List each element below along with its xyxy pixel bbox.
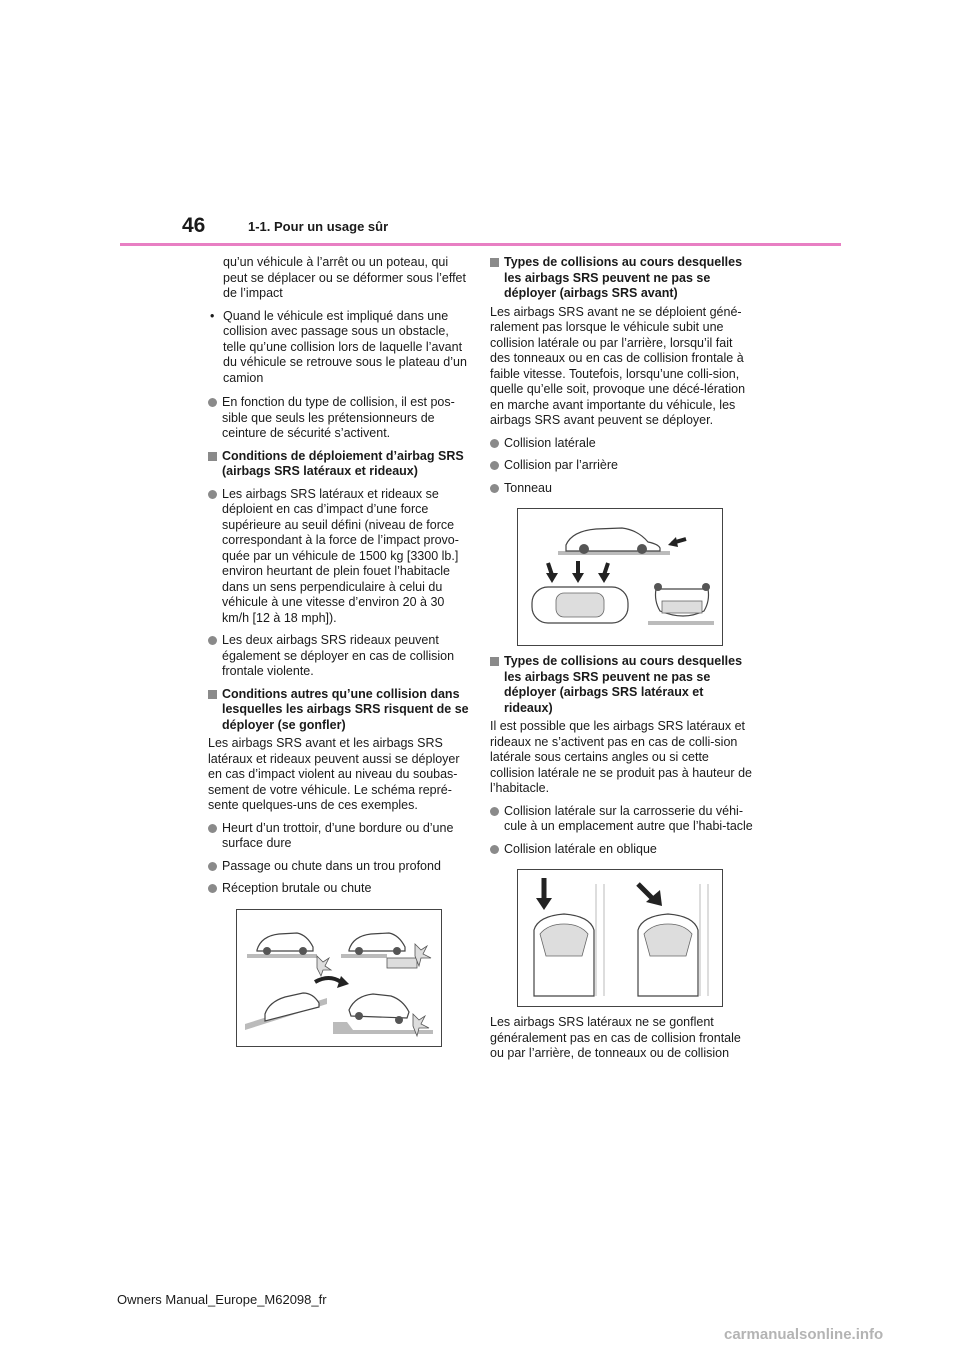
- dash-item-text: Quand le véhicule est impliqué dans une collision avec passage sous un obstacle, telle qu’une collision lors de laquelle l’avant du véhicule se retrouve sous le plateau d’un camion: [223, 308, 467, 385]
- bullet-dot-icon: [208, 398, 217, 407]
- bullet-dot-icon: [490, 484, 499, 493]
- footer-doc-id: Owners Manual_Europe_M62098_fr: [117, 1292, 327, 1307]
- paragraph: Les airbags SRS avant et les airbags SRS latéraux et rideaux peuvent aussi se déployer en cas d’impact violent au niveau du soubas-sement de votre véhicule. Le schéma repré-sente quelques-uns de ces exemples.: [208, 736, 460, 812]
- square-bullet-icon: [208, 690, 217, 699]
- front-airbag-non-deploy-illustration: [517, 508, 723, 646]
- section-heading: [208, 687, 470, 734]
- section-heading: [490, 255, 754, 302]
- underbody-impact-illustration: [236, 909, 442, 1047]
- heading-text: Types de collisions au cours desquelles les airbags SRS peuvent ne pas se déployer (airbags SRS avant): [504, 255, 743, 300]
- bullet-text: En fonction du type de collision, il est pos-sible que seuls les prétensionneurs de ceinture de sécurité s’activent.: [222, 395, 455, 440]
- bullet-text: Les deux airbags SRS rideaux peuvent également se déployer en cas de collision frontale violente.: [222, 633, 455, 678]
- bullet-dot-icon: [490, 461, 499, 470]
- bullet-text: Collision par l’arrière: [504, 458, 618, 472]
- bullet-text: Heurt d’un trottoir, d’une bordure ou d’une surface dure: [222, 820, 454, 850]
- heading-text: Types de collisions au cours desquelles les airbags SRS peuvent ne pas se déployer (airbags SRS latéraux et rideaux): [504, 654, 743, 715]
- header-rule: [120, 243, 841, 246]
- paragraph: Les airbags SRS latéraux ne se gonflent généralement pas en cas de collision frontale ou par l’arrière, de tonneaux ou de collision: [490, 1015, 741, 1060]
- heading-text: Conditions de déploiement d’airbag SRS (airbags SRS latéraux et rideaux): [222, 448, 464, 478]
- bullet-text: Passage ou chute dans un trou profond: [222, 858, 441, 873]
- dash-marker: •: [210, 308, 215, 323]
- bullet-item: [490, 842, 754, 858]
- bullet-text: Les airbags SRS latéraux et rideaux se déploient en cas d’impact d’une force supérieure au seuil défini (niveau de force correspondant à la force de l’impact provo-quée par un véhicule de 1500 kg [3300 lb.] environ heurtant de plein fouet l’habitacle dans un sens perpendiculaire à celui du véhicule à une vitesse d’environ 20 à 30 km/h [12 à 18 mph]).: [222, 486, 459, 625]
- bullet-dot-icon: [208, 884, 217, 893]
- bullet-item: [208, 859, 470, 875]
- bullet-text: Collision latérale sur la carrosserie du véhi-cule à un emplacement autre que l’habi-tacle: [504, 803, 753, 833]
- dash-list-item: [208, 309, 470, 387]
- bullet-item: [208, 633, 470, 680]
- bullet-dot-icon: [490, 807, 499, 816]
- square-bullet-icon: [490, 258, 499, 267]
- square-bullet-icon: [490, 657, 499, 666]
- bullet-text: Collision latérale: [504, 435, 596, 450]
- bullet-dot-icon: [490, 845, 499, 854]
- bullet-item: [490, 804, 754, 835]
- section-title: 1-1. Pour un usage sûr: [248, 219, 389, 234]
- bullet-item: [490, 458, 754, 474]
- continued-paragraph: qu’un véhicule à l’arrêt ou un poteau, qui peut se déplacer ou se déformer sous l’effet de l’impact: [223, 255, 466, 300]
- page-number: 46: [182, 214, 206, 237]
- bullet-dot-icon: [208, 490, 217, 499]
- side-airbag-non-deploy-illustration: [517, 869, 723, 1007]
- square-bullet-icon: [208, 452, 217, 461]
- bullet-dot-icon: [490, 439, 499, 448]
- section-heading: [490, 654, 754, 716]
- bullet-item: [490, 436, 754, 452]
- watermark: carmanualsonline.info: [724, 1326, 884, 1343]
- heading-text: Conditions autres qu’une collision dans lesquelles les airbags SRS risquent de se déployer (se gonfler): [222, 686, 469, 732]
- paragraph: Il est possible que les airbags SRS latéraux et rideaux ne s’activent pas en cas de colli-sion latérale sous certains angles ou si cette collision latérale ne se produit pas à hauteur de l’habitacle.: [490, 719, 752, 795]
- bullet-text: Collision latérale en oblique: [504, 841, 657, 856]
- bullet-dot-icon: [208, 824, 217, 833]
- bullet-item: [208, 821, 470, 852]
- bullet-dot-icon: [208, 862, 217, 871]
- bullet-item: [208, 487, 470, 627]
- bullet-text: Tonneau: [504, 480, 552, 495]
- paragraph: Les airbags SRS avant ne se déploient géné-ralement pas lorsque le véhicule subit une collision latérale ou par l’arrière, lorsqu’il fait des tonneaux ou en cas de collision frontale à faible vitesse. Toutefois, lorsqu’une colli-sion, quelle qu’elle soit, provoque une décé-lération en marche avant importante du véhicule, les airbags SRS avant peuvent se déployer.: [490, 304, 746, 427]
- bullet-dot-icon: [208, 636, 217, 645]
- bullet-item: [208, 395, 470, 442]
- bullet-item: [490, 481, 754, 497]
- right-column: [490, 255, 754, 1069]
- bullet-item: [208, 881, 470, 897]
- left-column: [208, 255, 470, 1055]
- bullet-text: Réception brutale ou chute: [222, 881, 372, 895]
- section-heading: [208, 449, 470, 480]
